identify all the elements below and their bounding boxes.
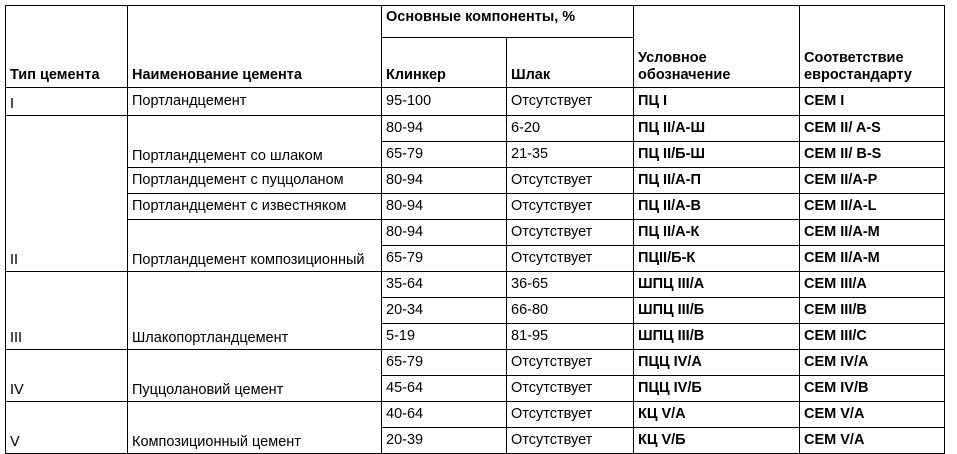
slag-cell: 36-65 — [507, 272, 634, 298]
table-row — [6, 220, 945, 246]
designation-cell: ПЦ I — [634, 88, 800, 116]
slag-cell: Отсутствует — [507, 350, 634, 376]
euro-cell: CEM V/A — [800, 428, 945, 454]
table-row — [6, 168, 945, 194]
slag-cell: Отсутствует — [507, 168, 634, 194]
slag-cell: Отсутствует — [507, 246, 634, 272]
designation-cell: ШПЦ III/А — [634, 272, 800, 298]
designation-cell: ШПЦ III/В — [634, 324, 800, 350]
table-row — [6, 272, 945, 298]
slag-cell: Отсутствует — [507, 376, 634, 402]
header-row — [6, 6, 945, 38]
clinker-cell: 5-19 — [382, 324, 507, 350]
slag-cell: Отсутствует — [507, 402, 634, 428]
euro-cell: CEM II/A-M — [800, 220, 945, 246]
clinker-cell: 80-94 — [382, 194, 507, 220]
clinker-cell: 65-79 — [382, 350, 507, 376]
clinker-cell: 95-100 — [382, 88, 507, 116]
slag-cell: 66-80 — [507, 298, 634, 324]
clinker-cell: 80-94 — [382, 220, 507, 246]
clinker-cell: 65-79 — [382, 142, 507, 168]
type-cell: III — [6, 272, 128, 350]
name-cell: Портландцемент с известняком — [128, 194, 382, 220]
type-cell: V — [6, 402, 128, 454]
euro-cell: CEM III/C — [800, 324, 945, 350]
table-row — [6, 402, 945, 428]
type-cell: II — [6, 116, 128, 272]
table-row — [6, 350, 945, 376]
designation-cell: ПЦЦ IV/А — [634, 350, 800, 376]
table-body — [6, 6, 945, 454]
name-cell: Портландцемент с пуццоланом — [128, 168, 382, 194]
designation-cell: ПЦ II/А-Ш — [634, 116, 800, 142]
clinker-cell: 80-94 — [382, 116, 507, 142]
clinker-cell: 35-64 — [382, 272, 507, 298]
euro-cell: CEM II/A-P — [800, 168, 945, 194]
header-clinker: Клинкер — [382, 38, 507, 88]
table-row — [6, 194, 945, 220]
header-slag: Шлак — [507, 38, 634, 88]
slag-cell: Отсутствует — [507, 220, 634, 246]
designation-cell: ПЦ II/Б-Ш — [634, 142, 800, 168]
euro-cell: CEM III/A — [800, 272, 945, 298]
header-type: Тип цемента — [6, 6, 128, 88]
designation-cell: ПЦ II/А-П — [634, 168, 800, 194]
euro-cell: CEM II/ A-S — [800, 116, 945, 142]
designation-cell: КЦ V/А — [634, 402, 800, 428]
euro-cell: CEM II/ B-S — [800, 142, 945, 168]
cement-types-table — [5, 5, 945, 454]
clinker-cell: 20-39 — [382, 428, 507, 454]
table-row — [6, 88, 945, 116]
name-cell: Композиционный цемент — [128, 402, 382, 454]
clinker-cell: 40-64 — [382, 402, 507, 428]
slag-cell: 21-35 — [507, 142, 634, 168]
designation-cell: ПЦ II/А-К — [634, 220, 800, 246]
euro-cell: CEM II/A-M — [800, 246, 945, 272]
euro-cell: CEM IV/B — [800, 376, 945, 402]
name-cell: Шлакопортландцемент — [128, 272, 382, 350]
table-row — [6, 116, 945, 142]
designation-cell: ПЦЦ IV/Б — [634, 376, 800, 402]
type-cell: IV — [6, 350, 128, 402]
clinker-cell: 45-64 — [382, 376, 507, 402]
euro-cell: CEM V/A — [800, 402, 945, 428]
header-euro: Соответствие евростандарту — [800, 6, 945, 88]
euro-cell: CEM IV/A — [800, 350, 945, 376]
designation-cell: ПЦII/Б-К — [634, 246, 800, 272]
name-cell: Портландцемент композиционный — [128, 220, 382, 272]
clinker-cell: 65-79 — [382, 246, 507, 272]
header-name: Наименование цемента — [128, 6, 382, 88]
slag-cell: Отсутствует — [507, 428, 634, 454]
euro-cell: CEM I — [800, 88, 945, 116]
designation-cell: ШПЦ III/Б — [634, 298, 800, 324]
designation-cell: КЦ V/Б — [634, 428, 800, 454]
name-cell: Пуццолановий цемент — [128, 350, 382, 402]
euro-cell: CEM II/A-L — [800, 194, 945, 220]
euro-cell: CEM III/B — [800, 298, 945, 324]
type-cell: I — [6, 88, 128, 116]
name-cell: Портландцемент со шлаком — [128, 116, 382, 168]
header-components: Основные компоненты, % — [382, 6, 634, 38]
slag-cell: Отсутствует — [507, 194, 634, 220]
name-cell: Портландцемент — [128, 88, 382, 116]
slag-cell: 6-20 — [507, 116, 634, 142]
clinker-cell: 20-34 — [382, 298, 507, 324]
header-designation: Условное обозначение — [634, 6, 800, 88]
slag-cell: Отсутствует — [507, 88, 634, 116]
slag-cell: 81-95 — [507, 324, 634, 350]
designation-cell: ПЦ II/А-В — [634, 194, 800, 220]
clinker-cell: 80-94 — [382, 168, 507, 194]
